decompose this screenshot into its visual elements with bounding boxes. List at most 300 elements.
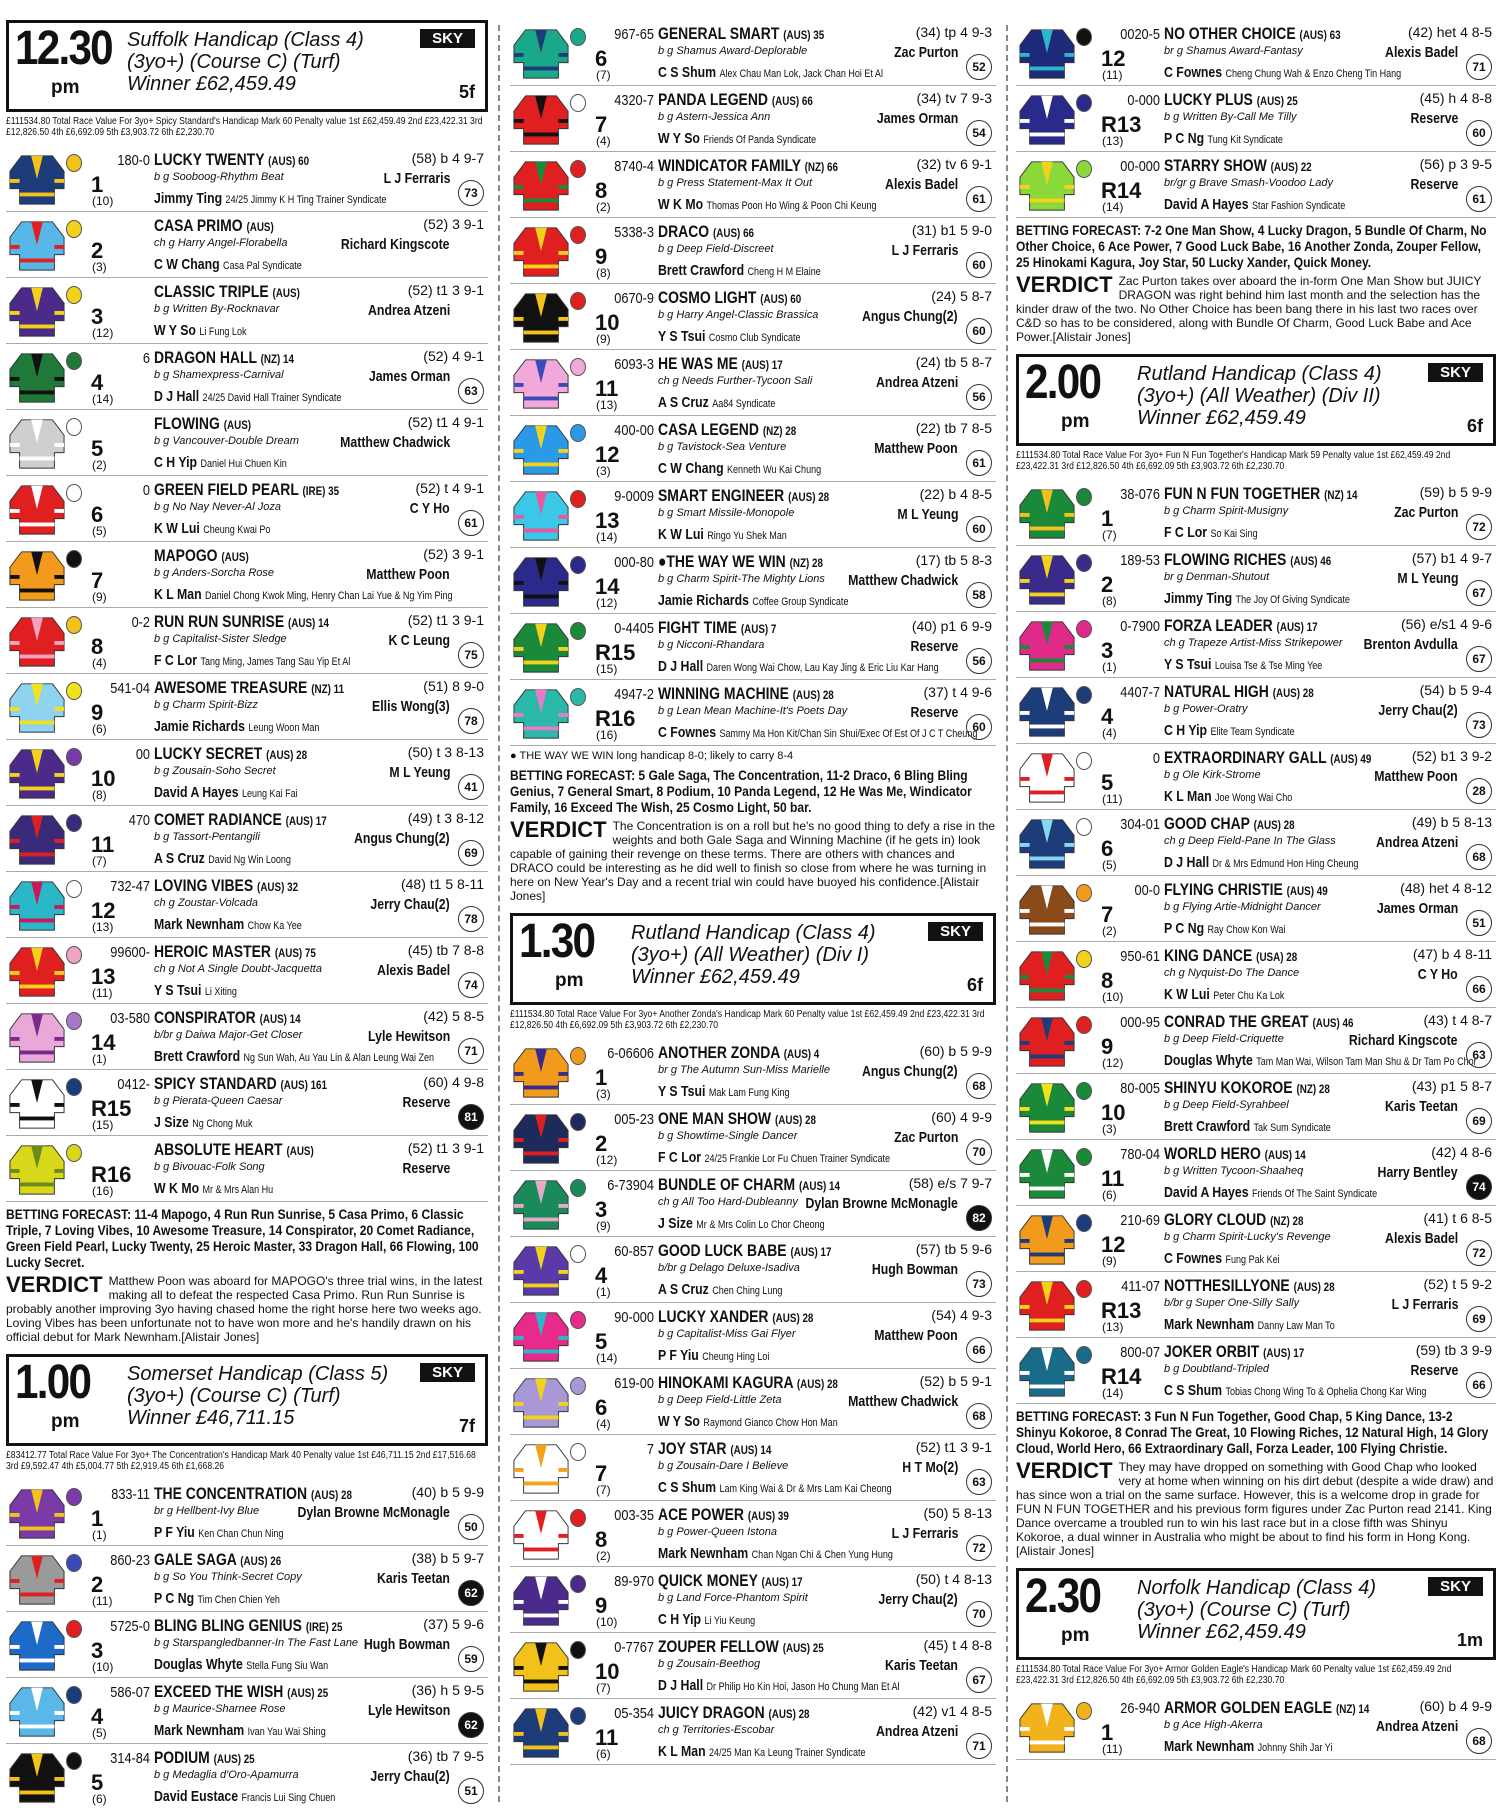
rating-badge: 73 — [1466, 712, 1492, 738]
horse-suffix: (AUS) 28 — [1293, 1280, 1335, 1294]
trainer-name: Alexis Badel — [376, 962, 450, 979]
weight-info: (56) p 3 9-5 — [1419, 156, 1492, 172]
trainer-name: Jerry Chau(2) — [1378, 702, 1458, 719]
weight-info: (58) e/s 7 9-7 — [908, 1175, 992, 1191]
spacer — [510, 903, 996, 913]
saddle-number: 5 — [595, 1329, 608, 1354]
horse-suffix: (AUS) 63 — [1299, 28, 1341, 42]
breeding: b/br g Delago Deluxe-Isadiva — [658, 1262, 800, 1274]
horse-name-text: CONSPIRATOR — [154, 1008, 256, 1027]
runner-row — [1016, 1272, 1496, 1338]
horse-suffix: (AUS) 17 — [1276, 620, 1318, 634]
runner-row — [1016, 612, 1496, 678]
horse-suffix: (NZ) 14 — [1324, 488, 1358, 502]
trainer-name: Angus Chung(2) — [862, 1063, 958, 1080]
horse-name — [154, 942, 316, 962]
jockey-name: K W Lui — [1164, 986, 1210, 1003]
jockey-silk-icon — [8, 678, 66, 736]
horse-suffix: (NZ) 66 — [804, 160, 839, 174]
cap-icon — [1076, 160, 1092, 178]
breeding: ch g Territories-Escobar — [658, 1724, 775, 1736]
breeding: br g Shamus Award-Fantasy — [1164, 45, 1303, 57]
form-figures: 00-000 — [1120, 158, 1160, 175]
breeding: b g Maurice-Sharnee Rose — [154, 1703, 286, 1715]
runner-row — [510, 350, 996, 416]
spacer — [1016, 1558, 1496, 1568]
form-figures: 780-04 — [1120, 1146, 1160, 1163]
breeding: b g Sooboog-Rhythm Beat — [154, 171, 284, 183]
horse-name-text: DRAGON HALL — [154, 348, 257, 367]
saddle-number: 6 — [595, 46, 608, 71]
jockey-name: C S Shum — [658, 1479, 717, 1496]
trainer-name: Zac Purton — [893, 44, 958, 61]
jockey-name: W K Mo — [154, 1180, 200, 1197]
rating-badge: 73 — [458, 180, 484, 206]
jockey-silk-icon — [8, 876, 66, 934]
draw-number: (9) — [596, 1219, 611, 1233]
runner-row — [510, 680, 996, 746]
jockey-name: Mark Newnham — [658, 1545, 749, 1562]
cap-icon — [570, 622, 586, 640]
breeding: ch g Harry Angel-Florabella — [154, 237, 288, 249]
rating-badge: 59 — [458, 1646, 484, 1672]
cap-icon — [570, 1113, 586, 1131]
weight-info: (60) b 4 9-9 — [1419, 1698, 1492, 1714]
breeding: ch g Needs Further-Tycoon Sali — [658, 375, 813, 387]
horse-suffix: (AUS) 28 — [772, 1311, 814, 1325]
form-figures: 0 — [1152, 750, 1160, 767]
jockey-name: Brett Crawford — [658, 262, 745, 279]
breeding: b g Capitalist-Sister Sledge — [154, 633, 287, 645]
jockey-line — [1164, 1316, 1335, 1333]
cap-icon — [66, 682, 82, 700]
draw-number: (1) — [596, 1285, 611, 1299]
runner-row — [510, 482, 996, 548]
jockey-line — [658, 592, 848, 609]
cap-icon — [570, 94, 586, 112]
breeding: ch g Deep Field-Pane In The Glass — [1164, 835, 1336, 847]
trainer-name: Harry Bentley — [1378, 1164, 1458, 1181]
horse-suffix: (AUS) 46 — [1290, 554, 1332, 568]
runner-row — [1016, 942, 1496, 1008]
jockey-line — [658, 658, 939, 675]
weight-info: (52) t1 4 9-1 — [407, 414, 484, 430]
race-pm: pm — [1061, 411, 1090, 432]
draw-number: (10) — [92, 1660, 114, 1674]
column-3 — [1016, 20, 1496, 1806]
cap-icon — [66, 1752, 82, 1770]
horse-suffix: (AUS) 17 — [1263, 1346, 1305, 1360]
rating-badge: 63 — [966, 1469, 992, 1495]
horse-suffix: (AUS) 28 — [768, 1707, 810, 1721]
jockey-line — [154, 916, 302, 933]
trainer-name: James Orman — [1376, 900, 1458, 917]
form-figures: 189-53 — [1120, 552, 1160, 569]
runner-row — [6, 938, 488, 1004]
cap-icon — [66, 484, 82, 502]
rating-badge: 61 — [966, 186, 992, 212]
horse-suffix: (AUS) 66 — [713, 226, 755, 240]
weight-info: (45) t 4 8-8 — [923, 1637, 992, 1653]
weight-info: (22) b 4 8-5 — [919, 486, 992, 502]
saddle-number: 6 — [91, 502, 104, 527]
horse-name — [658, 354, 783, 374]
runner-note: ● THE WAY WE WIN long handicap 8-0; likely to carry 8-4 — [510, 750, 794, 762]
horse-name — [658, 486, 829, 506]
draw-number: (2) — [596, 1549, 611, 1563]
draw-number: (1) — [1102, 660, 1117, 674]
cap-icon — [570, 28, 586, 46]
race-time: 1.00 — [15, 1356, 91, 1409]
jockey-line — [658, 1215, 825, 1232]
owner-name: Star Fashion Syndicate — [1251, 200, 1346, 212]
horse-suffix: (IRE) 25 — [305, 1620, 343, 1634]
rating-badge: 62 — [458, 1580, 484, 1606]
horse-name — [1164, 1210, 1303, 1230]
form-figures: 0670-9 — [614, 290, 654, 307]
horse-name-text: KING DANCE — [1164, 946, 1253, 965]
saddle-number: 10 — [595, 1659, 620, 1684]
weight-info: (60) 4 9-9 — [931, 1109, 992, 1125]
jockey-silk-icon — [1018, 550, 1076, 608]
breeding: br g The Autumn Sun-Miss Marielle — [658, 1064, 830, 1076]
rating-badge: 72 — [1466, 1240, 1492, 1266]
jockey-name: C S Shum — [1164, 1382, 1223, 1399]
horse-name-text: BLING BLING GENIUS — [154, 1616, 302, 1635]
horse-name-text: FLYING CHRISTIE — [1164, 880, 1283, 899]
breeding: b g Charm Spirit-Musigny — [1164, 505, 1289, 517]
runner-row — [510, 218, 996, 284]
race-pm: pm — [1061, 1625, 1090, 1646]
owner-name: Francis Lui Sing Chuen — [241, 1792, 336, 1804]
cap-icon — [1076, 1016, 1092, 1034]
draw-number: (11) — [92, 986, 113, 1000]
breeding: b g Zousain-Beethog — [658, 1658, 761, 1670]
jockey-silk-icon — [1018, 682, 1076, 740]
race-winner-prize: Winner £46,711.15 — [127, 1407, 295, 1429]
runner-row — [6, 674, 488, 740]
tv-badge: SKY — [1428, 1577, 1483, 1596]
horse-suffix: (AUS) 60 — [760, 292, 802, 306]
owner-name: Thomas Poon Ho Wing & Poon Chi Keung — [706, 200, 877, 212]
jockey-line — [658, 196, 876, 213]
weight-info: (54) b 5 9-4 — [1419, 682, 1492, 698]
horse-name — [1164, 1012, 1353, 1032]
weight-info: (57) tb 5 9-6 — [915, 1241, 992, 1257]
jockey-line — [658, 1611, 755, 1628]
saddle-number: 11 — [595, 1725, 619, 1750]
owner-name: Leung Kai Fai — [241, 788, 298, 800]
cap-icon — [1076, 1280, 1092, 1298]
verdict-block — [510, 819, 996, 903]
horse-name-text: QUICK MONEY — [658, 1571, 758, 1590]
jockey-name: C Fownes — [658, 724, 717, 741]
horse-suffix: (AUS) — [286, 1144, 314, 1158]
owner-name: Cheng H M Elaine — [747, 266, 821, 278]
horse-name-text: NO OTHER CHOICE — [1164, 24, 1296, 43]
horse-name-text: FLOWING RICHES — [1164, 550, 1287, 569]
saddle-number: 5 — [1101, 770, 1114, 795]
jockey-silk-icon — [1018, 880, 1076, 938]
jockey-line — [1164, 986, 1284, 1003]
jockey-line — [154, 1656, 328, 1673]
horse-suffix: (AUS) 28 — [1272, 686, 1314, 700]
saddle-number: R14 — [1101, 1364, 1142, 1389]
race-header — [6, 1354, 488, 1446]
form-figures: 80-005 — [1120, 1080, 1160, 1097]
horse-name — [1164, 1078, 1330, 1098]
tv-badge: SKY — [1428, 363, 1483, 382]
weight-info: (17) tb 5 8-3 — [915, 552, 992, 568]
horse-name — [1164, 880, 1328, 900]
jockey-name: Mark Newnham — [154, 916, 245, 933]
horse-name-text: AWESOME TREASURE — [154, 678, 308, 697]
horse-name — [154, 1140, 314, 1160]
breeding: b g Ole Kirk-Strome — [1164, 769, 1261, 781]
horse-name — [658, 552, 823, 572]
weight-info: (50) t 3 8-13 — [407, 744, 484, 760]
horse-name — [154, 414, 251, 434]
saddle-number: 12 — [1101, 46, 1126, 71]
breeding: b g Tassort-Pentangili — [154, 831, 260, 843]
saddle-number: 6 — [1101, 836, 1114, 861]
horse-suffix: (AUS) 14 — [1264, 1148, 1306, 1162]
draw-number: (12) — [1102, 1056, 1124, 1070]
jockey-line — [658, 1413, 838, 1430]
trainer-name: Alexis Badel — [1384, 44, 1458, 61]
race-name: Norfolk Handicap (Class 4) — [1137, 1577, 1376, 1599]
horse-name-text: FUN N FUN TOGETHER — [1164, 484, 1321, 503]
trainer-name: James Orman — [876, 110, 958, 127]
runner-row — [510, 1435, 996, 1501]
owner-name: Cheng Chung Wah & Enzo Cheng Tin Hang — [1225, 68, 1402, 80]
saddle-number: 1 — [1101, 1720, 1114, 1745]
weight-info: (57) b1 4 9-7 — [1411, 550, 1492, 566]
runner-row — [510, 152, 996, 218]
horse-suffix: (AUS) 17 — [285, 814, 327, 828]
saddle-number: 5 — [91, 436, 104, 461]
owner-name: Ivan Yau Wai Shing — [247, 1726, 326, 1738]
owner-name: Peter Chu Ka Lok — [1213, 990, 1285, 1002]
verdict-text: Matthew Poon was aboard for MAPOGO's three trial wins, in the latest making all to defeat the respected Casa Primo. Run Run Sunrise is probably another improving 3yo having chased home the right horse here two weeks ago. Loving Vibes has been unfortunate not to have won more and he's handily drawn on his official debut for Mark Newnham.[Alistair Jones] — [6, 1274, 483, 1344]
horse-suffix: (AUS) 28 — [788, 490, 830, 504]
saddle-number: 9 — [1101, 1034, 1114, 1059]
saddle-number: 9 — [91, 700, 104, 725]
owner-name: Cheung Kwai Po — [203, 524, 271, 536]
weight-info: (58) b 4 9-7 — [411, 150, 484, 166]
form-figures: 0-000 — [1127, 92, 1160, 109]
form-figures: 60-857 — [614, 1243, 654, 1260]
draw-number: (7) — [1102, 528, 1117, 542]
horse-suffix: (AUS) 28 — [266, 748, 308, 762]
jockey-line — [154, 1524, 283, 1541]
saddle-number: 6 — [595, 1395, 608, 1420]
horse-name-text: BUNDLE OF CHARM — [658, 1175, 796, 1194]
jockey-silk-icon — [8, 612, 66, 670]
draw-number: (4) — [92, 656, 107, 670]
breeding: br g Hellbent-Ivy Blue — [154, 1505, 260, 1517]
breeding: b g Written By-Rocknavar — [154, 303, 280, 315]
race-time: 2.30 — [1025, 1570, 1101, 1623]
jockey-silk-icon — [512, 420, 570, 478]
horse-name-text: JOY STAR — [658, 1439, 727, 1458]
saddle-number: 12 — [595, 442, 620, 467]
horse-suffix: (AUS) 39 — [747, 1509, 789, 1523]
draw-number: (11) — [1102, 1742, 1123, 1756]
draw-number: (1) — [92, 1052, 107, 1066]
rating-badge: 69 — [1466, 1306, 1492, 1332]
rating-badge: 78 — [458, 708, 484, 734]
horse-name — [658, 1373, 838, 1393]
owner-name: Louisa Tse & Tse Ming Yee — [1214, 660, 1323, 672]
saddle-number: 9 — [595, 1593, 608, 1618]
race-prize-info: £111534.80 Total Race Value For 3yo+ Armor Golden Eagle's Handicap Mark 60 Penalty value 1st £62,459.49 2nd £23,422.31 3rd £12,826.50 4th £6,692.09 5th £3,903.72 6th £2,230.70 — [1016, 1664, 1452, 1686]
jockey-name: C W Chang — [154, 256, 220, 273]
horse-name — [1164, 1144, 1306, 1164]
verdict-text: The Concentration is on a roll but he's no good thing to defy a rise in the weights and both Gale Saga and Winning Machine (if he gets in) look capable of gaining their revenge on these terms. There are others with chances and DRACO could be interesting as he did well to finish so close from where he was turning in here on New Year's Day and a recent trial win could have buoyed his confidence.[Alistair Jones] — [510, 819, 996, 903]
runner-row — [510, 86, 996, 152]
runner-row — [6, 344, 488, 410]
jockey-line — [154, 1788, 335, 1805]
jockey-line — [1164, 920, 1285, 937]
jockey-name: Y S Tsui — [1164, 656, 1212, 673]
jockey-silk-icon — [8, 216, 66, 274]
trainer-name: Matthew Poon — [874, 1327, 958, 1344]
jockey-name: W K Mo — [658, 196, 704, 213]
horse-name-text: CONRAD THE GREAT — [1164, 1012, 1309, 1031]
trainer-name: Jerry Chau(2) — [370, 896, 450, 913]
jockey-name: F C Lor — [658, 1149, 702, 1166]
rating-badge: 50 — [458, 1514, 484, 1540]
trainer-name: M L Yeung — [1396, 570, 1458, 587]
verdict-label: VERDICT — [510, 817, 607, 842]
runner-row — [6, 410, 488, 476]
horse-name-text: CASA PRIMO — [154, 216, 243, 235]
runner-row — [1016, 810, 1496, 876]
owner-name: Ng Sun Wah, Au Yau Lin & Alan Leung Wai Zen — [243, 1052, 435, 1064]
runner-row — [1016, 678, 1496, 744]
form-figures: 0412- — [117, 1076, 150, 1093]
horse-name-text: WINNING MACHINE — [658, 684, 789, 703]
trainer-name: H T Mo(2) — [901, 1459, 958, 1476]
form-figures: 003-35 — [614, 1507, 654, 1524]
horse-name-text: FORZA LEADER — [1164, 616, 1273, 635]
runner-row — [1016, 1140, 1496, 1206]
jockey-silk-icon — [8, 1484, 66, 1542]
jockey-silk-icon — [1018, 1012, 1076, 1070]
race-prize-info: £111534.80 Total Race Value For 3yo+ Fun N Fun Together's Handicap Mark 59 Penalty value 1st £62,459.49 2nd £23,422.31 3rd £12,826.50 4th £6,692.09 5th £3,903.72 6th £2,230.70 — [1016, 450, 1451, 472]
horse-suffix: (AUS) 17 — [741, 358, 783, 372]
horse-suffix: (IRE) 35 — [302, 484, 340, 498]
cap-icon — [66, 946, 82, 964]
weight-info: (54) 4 9-3 — [931, 1307, 992, 1323]
owner-name: Dr Philip Ho Kin Hoi, Jason Ho Chung Man Et Al — [706, 1681, 900, 1693]
horse-suffix: (AUS) — [272, 286, 300, 300]
cap-icon — [570, 1377, 586, 1395]
runner-row — [510, 1699, 996, 1765]
breeding: b g Power-Oratry — [1164, 703, 1248, 715]
horse-suffix: (AUS) 49 — [1286, 884, 1328, 898]
draw-number: (9) — [1102, 1254, 1117, 1268]
race-name: Rutland Handicap (Class 4) — [631, 922, 876, 944]
jockey-line — [1164, 196, 1345, 213]
owner-name: David Ng Win Loong — [208, 854, 291, 866]
jockey-line — [1164, 130, 1283, 147]
cap-icon — [570, 688, 586, 706]
form-figures: 4320-7 — [614, 92, 654, 109]
runner-row — [1016, 20, 1496, 86]
owner-name: Aa84 Syndicate — [712, 398, 776, 410]
rating-badge: 60 — [1466, 120, 1492, 146]
horse-name-text: GOOD LUCK BABE — [658, 1241, 787, 1260]
cap-icon — [1076, 686, 1092, 704]
jockey-line — [1164, 1118, 1331, 1135]
saddle-number: 1 — [91, 172, 104, 197]
breeding: b g No Nay Never-Al Joza — [154, 501, 281, 513]
horse-name-text: HINOKAMI KAGURA — [658, 1373, 794, 1392]
jockey-silk-icon — [8, 744, 66, 802]
breeding: b g Harry Angel-Classic Brassica — [658, 309, 819, 321]
form-figures: 732-47 — [110, 878, 150, 895]
saddle-number: 3 — [595, 1197, 608, 1222]
runner-row — [1016, 876, 1496, 942]
owner-name: Tang Ming, James Tang Sau Yip Et Al — [200, 656, 351, 668]
breeding: b g Zousain-Soho Secret — [154, 765, 276, 777]
breeding: b g Land Force-Phantom Spirit — [658, 1592, 808, 1604]
horse-name-text: GALE SAGA — [154, 1550, 237, 1569]
saddle-number: 7 — [91, 568, 104, 593]
jockey-silk-icon — [512, 1637, 570, 1695]
horse-name — [658, 1307, 813, 1327]
weight-info: (34) tv 7 9-3 — [916, 90, 992, 106]
weight-info: (56) e/s1 4 9-6 — [1400, 616, 1492, 632]
breeding: b g Zousain-Dare I Believe — [658, 1460, 789, 1472]
owner-name: Tim Chen Chien Yeh — [197, 1594, 280, 1606]
draw-number: (8) — [1102, 594, 1117, 608]
jockey-name: Douglas Whyte — [1164, 1052, 1253, 1069]
runner-row — [6, 1546, 488, 1612]
horse-suffix: (AUS) 66 — [771, 94, 813, 108]
jockey-line — [658, 526, 787, 543]
breeding: b g Anders-Sorcha Rose — [154, 567, 275, 579]
draw-number: (16) — [92, 1184, 114, 1198]
rating-badge: 71 — [966, 1733, 992, 1759]
form-figures: 00-0 — [1134, 882, 1160, 899]
draw-number: (15) — [92, 1118, 114, 1132]
draw-number: (14) — [1102, 1386, 1124, 1400]
runner-row — [1016, 86, 1496, 152]
jockey-line — [658, 64, 883, 81]
breeding: ch g All Too Hard-Dubleanny — [658, 1196, 798, 1208]
jockey-name: C Fownes — [1164, 64, 1223, 81]
breeding: br g Denman-Shutout — [1164, 571, 1270, 583]
weight-info: (52) 4 9-1 — [423, 348, 484, 364]
race-title-block — [127, 29, 364, 95]
cap-icon — [66, 814, 82, 832]
horse-name — [658, 1175, 840, 1195]
saddle-number: 13 — [91, 964, 116, 989]
jockey-silk-icon — [1018, 748, 1076, 806]
tv-badge: SKY — [928, 922, 983, 941]
form-figures: 90-000 — [614, 1309, 654, 1326]
form-figures: 210-69 — [1120, 1212, 1160, 1229]
draw-number: (9) — [596, 332, 611, 346]
horse-name — [1164, 484, 1357, 504]
jockey-line — [154, 388, 341, 405]
race-header — [510, 913, 996, 1005]
jockey-name: P F Yiu — [154, 1524, 195, 1541]
horse-name — [154, 810, 327, 830]
